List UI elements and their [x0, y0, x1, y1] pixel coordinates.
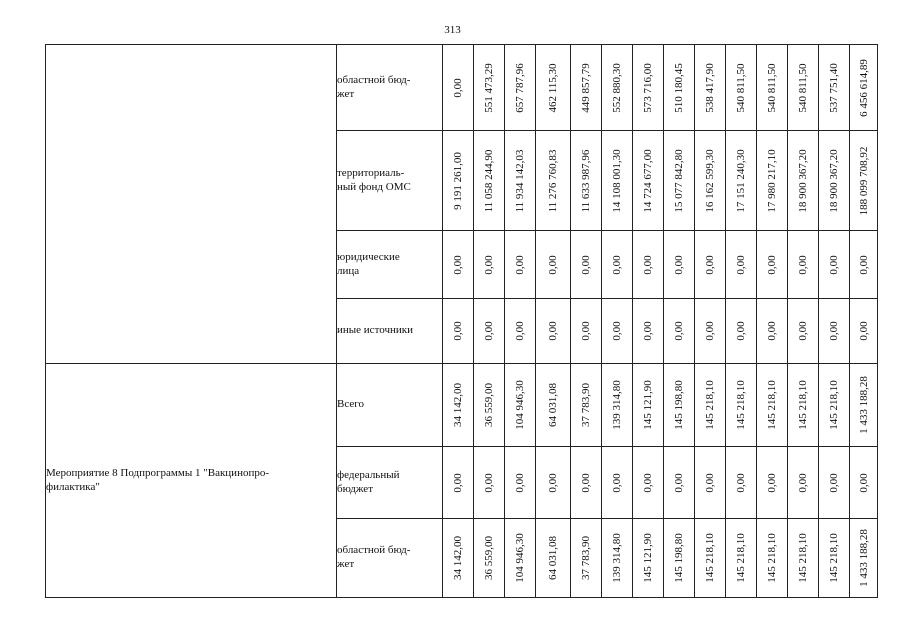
value-text: 0,00 [580, 321, 592, 341]
value-cell [602, 364, 633, 447]
measure-cell [46, 364, 337, 598]
value-text: 540 811,50 [797, 62, 809, 113]
value-text: 0,00 [452, 254, 464, 275]
value-text: 0,00 [735, 472, 747, 493]
value-cell [571, 231, 602, 299]
value-text: 0,00 [766, 321, 778, 341]
source-label: федеральный бюджет [337, 468, 400, 495]
value-text: 0,00 [452, 321, 464, 341]
value-text: 104 946,30 [514, 533, 526, 583]
value-text: 540 811,50 [735, 62, 747, 113]
value-text: 0,00 [547, 321, 559, 341]
value-text: 0,00 [452, 472, 464, 493]
value-cell [726, 299, 757, 364]
source-cell [337, 519, 443, 598]
value-cell [571, 45, 602, 131]
value-cell [474, 364, 505, 447]
source-label: иные источники [337, 324, 413, 337]
value-text: 11 276 760,83 [547, 149, 559, 212]
value-text: 0,00 [857, 254, 870, 275]
source-label: областной бюд- жет [337, 544, 411, 570]
value-cell [788, 131, 819, 231]
value-text: 0,00 [797, 472, 809, 493]
value-text: 139 314,80 [611, 380, 623, 430]
value-text: 34 142,00 [452, 383, 464, 427]
value-cell [571, 447, 602, 519]
value-cell [474, 519, 505, 598]
value-cell [788, 231, 819, 299]
value-text: 145 198,80 [673, 533, 685, 583]
value-text: 17 151 240,30 [735, 148, 747, 213]
value-cell [443, 447, 474, 519]
value-cell [474, 447, 505, 519]
value-text: 0,00 [857, 472, 870, 493]
value-cell [443, 131, 474, 231]
value-cell [602, 231, 633, 299]
value-text: 11 058 244,90 [483, 149, 495, 212]
value-text: 0,00 [514, 321, 526, 341]
value-cell [474, 231, 505, 299]
value-text: 0,00 [642, 472, 654, 493]
value-text: 188 099 708,92 [857, 146, 870, 215]
value-cell [726, 45, 757, 131]
value-cell [536, 364, 571, 447]
table-row [46, 364, 878, 447]
value-cell [819, 447, 850, 519]
value-cell [757, 231, 788, 299]
value-text: 0,00 [483, 472, 495, 493]
value-cell [819, 299, 850, 364]
value-cell [726, 131, 757, 231]
value-cell [788, 364, 819, 447]
value-text: 573 716,00 [642, 62, 654, 113]
source-cell [337, 131, 443, 231]
value-cell [850, 45, 878, 131]
value-cell [633, 447, 664, 519]
value-cell [602, 45, 633, 131]
source-cell [337, 364, 443, 447]
value-text: 145 218,10 [704, 533, 716, 583]
value-cell [757, 299, 788, 364]
value-text: 37 783,90 [580, 536, 592, 580]
value-text: 145 198,80 [673, 380, 685, 430]
value-cell [505, 131, 536, 231]
value-cell [695, 131, 726, 231]
value-cell [819, 364, 850, 447]
value-text: 145 218,10 [828, 380, 840, 430]
value-text: 538 417,90 [704, 62, 716, 113]
value-cell [536, 45, 571, 131]
value-text: 6 456 614,89 [857, 58, 870, 117]
value-cell [664, 519, 695, 598]
value-text: 0,00 [611, 254, 623, 275]
value-cell [850, 131, 878, 231]
value-cell [850, 519, 878, 598]
value-text: 510 180,45 [673, 62, 685, 113]
value-text: 37 783,90 [580, 383, 592, 427]
value-cell [474, 299, 505, 364]
value-text: 1 433 188,28 [857, 529, 870, 587]
value-text: 0,00 [766, 472, 778, 493]
value-text: 36 559,00 [483, 383, 495, 427]
value-text: 551 473,29 [483, 62, 495, 113]
value-cell [757, 364, 788, 447]
value-text: 0,00 [735, 254, 747, 275]
value-cell [819, 45, 850, 131]
value-text: 15 077 842,80 [673, 148, 685, 213]
value-text: 0,00 [704, 472, 716, 493]
value-cell [819, 231, 850, 299]
value-cell [757, 45, 788, 131]
value-cell [505, 299, 536, 364]
value-text: 0,00 [547, 472, 559, 493]
value-text: 9 191 261,00 [452, 151, 464, 210]
value-cell [757, 131, 788, 231]
value-text: 14 108 001,30 [611, 148, 623, 213]
value-cell [633, 519, 664, 598]
value-cell [819, 519, 850, 598]
value-text: 0,00 [514, 472, 526, 493]
value-cell [571, 131, 602, 231]
value-text: 145 218,10 [735, 533, 747, 583]
value-cell [602, 131, 633, 231]
value-text: 0,00 [735, 321, 747, 341]
value-cell [633, 299, 664, 364]
value-cell [443, 45, 474, 131]
value-text: 18 900 367,20 [828, 148, 840, 213]
value-cell [536, 231, 571, 299]
value-text: 34 142,00 [452, 536, 464, 580]
value-text: 145 218,10 [766, 533, 778, 583]
source-cell [337, 447, 443, 519]
value-text: 16 162 599,30 [704, 148, 716, 213]
value-text: 0,00 [580, 254, 592, 275]
value-cell [505, 447, 536, 519]
value-cell [695, 519, 726, 598]
value-text: 449 857,79 [580, 62, 592, 113]
value-cell [726, 231, 757, 299]
value-text: 657 787,96 [514, 62, 526, 113]
value-cell [788, 519, 819, 598]
value-text: 145 218,10 [735, 380, 747, 430]
value-cell [757, 519, 788, 598]
value-text: 0,00 [580, 472, 592, 493]
value-cell [664, 231, 695, 299]
value-cell [695, 45, 726, 131]
value-text: 0,00 [797, 321, 809, 341]
value-text: 0,00 [642, 321, 654, 341]
value-text: 552 880,30 [611, 62, 623, 113]
value-text: 0,00 [704, 254, 716, 275]
value-text: 104 946,30 [514, 380, 526, 430]
value-text: 0,00 [828, 254, 840, 275]
source-cell [337, 231, 443, 299]
value-cell [443, 519, 474, 598]
value-text: 0,00 [483, 254, 495, 275]
value-cell [505, 45, 536, 131]
value-cell [850, 447, 878, 519]
value-text: 540 811,50 [766, 62, 778, 113]
value-text: 145 218,10 [797, 533, 809, 583]
value-cell [633, 231, 664, 299]
value-text: 0,00 [514, 254, 526, 275]
value-cell [602, 519, 633, 598]
value-text: 145 121,90 [642, 380, 654, 430]
source-label: юридические лица [337, 250, 400, 277]
value-text: 64 031,08 [547, 536, 559, 580]
value-text: 64 031,08 [547, 383, 559, 427]
measure-label: Мероприятие 8 Подпрограммы 1 "Вакцинопро- филактика" [46, 466, 270, 493]
source-label: территориаль- ный фонд ОМС [337, 166, 411, 193]
source-cell [337, 299, 443, 364]
value-cell [788, 45, 819, 131]
value-text: 0,00 [673, 254, 685, 275]
value-cell [505, 364, 536, 447]
value-text: 139 314,80 [611, 533, 623, 583]
budget-table [45, 44, 878, 598]
value-cell [850, 364, 878, 447]
value-cell [443, 364, 474, 447]
value-text: 0,00 [828, 472, 840, 493]
value-cell [664, 299, 695, 364]
value-text: 0,00 [704, 321, 716, 341]
value-text: 145 218,10 [766, 380, 778, 430]
value-text: 0,00 [828, 321, 840, 341]
measure-cell [46, 45, 337, 364]
value-cell [505, 231, 536, 299]
value-text: 0,00 [673, 321, 685, 341]
value-cell [536, 519, 571, 598]
value-text: 1 433 188,28 [857, 376, 870, 434]
value-cell [602, 299, 633, 364]
value-cell [633, 131, 664, 231]
value-cell [695, 299, 726, 364]
value-cell [819, 131, 850, 231]
value-text: 0,00 [483, 321, 495, 341]
value-cell [850, 231, 878, 299]
value-text: 0,00 [766, 254, 778, 275]
value-text: 0,00 [797, 254, 809, 275]
value-cell [505, 519, 536, 598]
value-cell [633, 45, 664, 131]
value-text: 17 980 217,10 [766, 148, 778, 213]
value-text: 145 218,10 [797, 380, 809, 430]
source-label: Всего [337, 398, 364, 411]
value-text: 0,00 [673, 472, 685, 493]
value-cell [664, 131, 695, 231]
value-cell [788, 299, 819, 364]
value-text: 145 121,90 [642, 533, 654, 583]
value-cell [536, 447, 571, 519]
value-text: 36 559,00 [483, 536, 495, 580]
value-cell [571, 299, 602, 364]
table-row [46, 45, 878, 131]
value-cell [536, 299, 571, 364]
value-cell [664, 364, 695, 447]
value-text: 0,00 [642, 254, 654, 275]
source-cell [337, 45, 443, 131]
value-cell [443, 299, 474, 364]
value-cell [850, 299, 878, 364]
value-cell [695, 447, 726, 519]
value-text: 18 900 367,20 [797, 148, 809, 213]
value-text: 537 751,40 [828, 62, 840, 113]
value-cell [633, 364, 664, 447]
value-cell [664, 45, 695, 131]
value-text: 11 934 142,03 [514, 149, 526, 212]
value-cell [726, 519, 757, 598]
value-cell [571, 519, 602, 598]
value-cell [602, 447, 633, 519]
value-text: 0,00 [857, 321, 870, 341]
value-text: 145 218,10 [828, 533, 840, 583]
page-number: 313 [444, 24, 461, 36]
value-cell [664, 447, 695, 519]
value-text: 0,00 [611, 472, 623, 493]
value-text: 0,00 [611, 321, 623, 341]
value-cell [757, 447, 788, 519]
value-cell [474, 45, 505, 131]
value-cell [443, 231, 474, 299]
value-text: 0,00 [452, 77, 464, 98]
value-cell [695, 364, 726, 447]
value-cell [726, 447, 757, 519]
value-text: 462 115,30 [547, 62, 559, 113]
value-cell [788, 447, 819, 519]
value-text: 11 633 987,96 [580, 149, 592, 212]
value-text: 145 218,10 [704, 380, 716, 430]
source-label: областной бюд- жет [337, 73, 411, 100]
value-text: 0,00 [547, 254, 559, 275]
value-cell [571, 364, 602, 447]
value-cell [695, 231, 726, 299]
value-cell [726, 364, 757, 447]
value-cell [474, 131, 505, 231]
value-cell [536, 131, 571, 231]
value-text: 14 724 677,00 [642, 148, 654, 213]
